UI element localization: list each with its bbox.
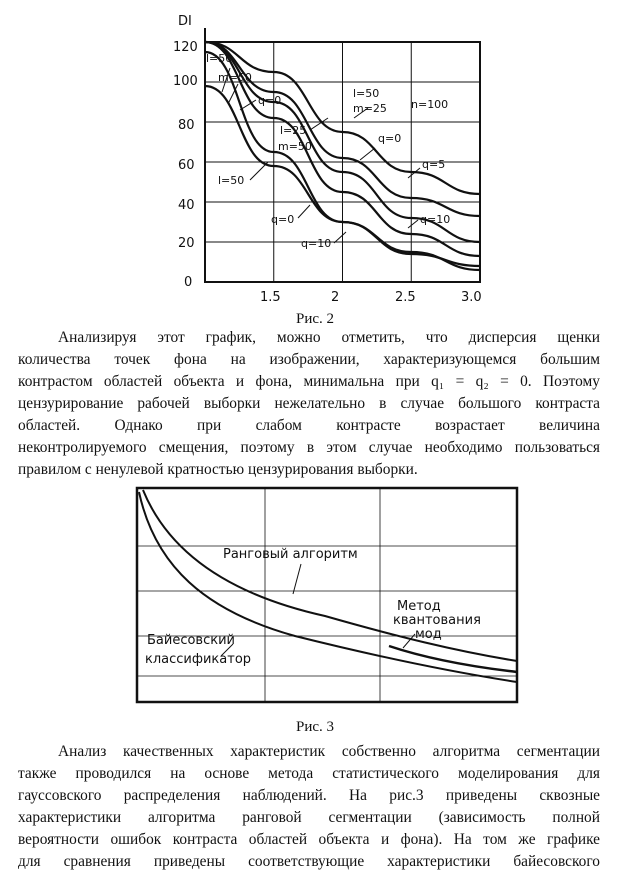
figure-2-y-axis-label: DI (178, 14, 192, 29)
curve-label: l=25 (280, 124, 307, 137)
paragraph-1 (18, 327, 600, 481)
label-method: мод (415, 627, 442, 642)
x-tick: 1.5 (260, 290, 281, 305)
curve-label: q=10 (301, 237, 332, 250)
label-bayes: классификатор (145, 652, 252, 667)
text-line: также проводился на основе метода статистического моделирования для (18, 765, 600, 782)
text-line: Анализ качественных характеристик собственно алгоритма сегментации (58, 743, 600, 760)
leader-line (250, 162, 268, 180)
text-line: количества точек фона на изображении, характеризующемся большим (18, 351, 600, 368)
label-method: Метод (397, 599, 441, 614)
x-tick: 3.0 (461, 290, 482, 305)
figure-2-leader-lines (222, 68, 420, 243)
leader-line (334, 232, 346, 243)
text-line: контрастом областей объекта и фона, минимальна при q₁ = q₂ = 0. Поэтому (18, 373, 600, 390)
curve-label: q=10 (420, 213, 451, 226)
text-line: характеристики алгоритма ранговой сегментации (зависимость полной (18, 809, 600, 826)
text-line: для сравнения приведены соответствующие характеристики байесовского (18, 853, 600, 870)
label-method: квантования (393, 613, 481, 628)
text-line: цензурирование рабочей выборки нежелательно в случае большого контраста (18, 395, 600, 412)
curve-label: n=100 (411, 98, 449, 111)
text-line: неконтролируемого смещения, поэтому в этом случае необходимо пользоваться (18, 439, 600, 456)
figure-2-x-ticks (260, 290, 482, 305)
figure-3-grid (137, 488, 517, 702)
curve-label: q=0 (258, 94, 282, 107)
text-line: областей. Однако при слабом контрасте возрастает величина (18, 417, 600, 434)
y-tick: 60 (178, 158, 195, 173)
figure-3-caption: Рис. 3 (295, 719, 335, 735)
curve-label: q=5 (422, 158, 446, 171)
leader-line (298, 205, 310, 218)
text-line: вероятности ошибок контраста областей объекта и фона). На том же графике (18, 831, 600, 848)
y-tick: 0 (184, 275, 193, 290)
label-rank-algorithm: Ранговый алгоритм (223, 547, 358, 562)
text-line: гауссовского распределения наблюдений. На рис.3 приведены сквозные (18, 787, 600, 804)
curve-label: m=50 (278, 140, 312, 153)
y-tick: 120 (173, 40, 198, 55)
figure-3-labels (145, 547, 481, 667)
text-line: правилом с ненулевой кратностью цензурирования выборки. (18, 461, 418, 478)
figure-2-chart (170, 0, 510, 310)
figure-3-frame (137, 488, 517, 702)
paragraph-2 (18, 741, 600, 873)
label-bayes: Байесовский (147, 633, 235, 648)
leader-line (360, 148, 375, 160)
leader-line (408, 220, 418, 228)
y-tick: 80 (178, 118, 195, 133)
y-tick: 40 (178, 198, 195, 213)
figure-2-grid (205, 28, 480, 282)
curve-label: m=25 (353, 102, 387, 115)
curve-label: l=50 (218, 174, 245, 187)
curve-label: q=0 (271, 213, 295, 226)
figure-2-caption: Рис. 2 (295, 311, 335, 327)
curve-label: m=50 (218, 71, 252, 84)
curve-label: l=50 (353, 87, 380, 100)
y-tick: 20 (178, 236, 195, 251)
leader-line (293, 564, 301, 594)
text-line: Анализируя этот график, можно отметить, что дисперсия щенки (58, 329, 600, 346)
figure-2-y-ticks (173, 40, 198, 290)
curve-mode-quantization (389, 646, 517, 672)
x-tick: 2.5 (395, 290, 416, 305)
x-tick: 2 (331, 290, 340, 305)
curve-label: l=50 (206, 52, 233, 65)
curve-label: q=0 (378, 132, 402, 145)
y-tick: 100 (173, 74, 198, 89)
figure-3-chart (125, 486, 520, 718)
